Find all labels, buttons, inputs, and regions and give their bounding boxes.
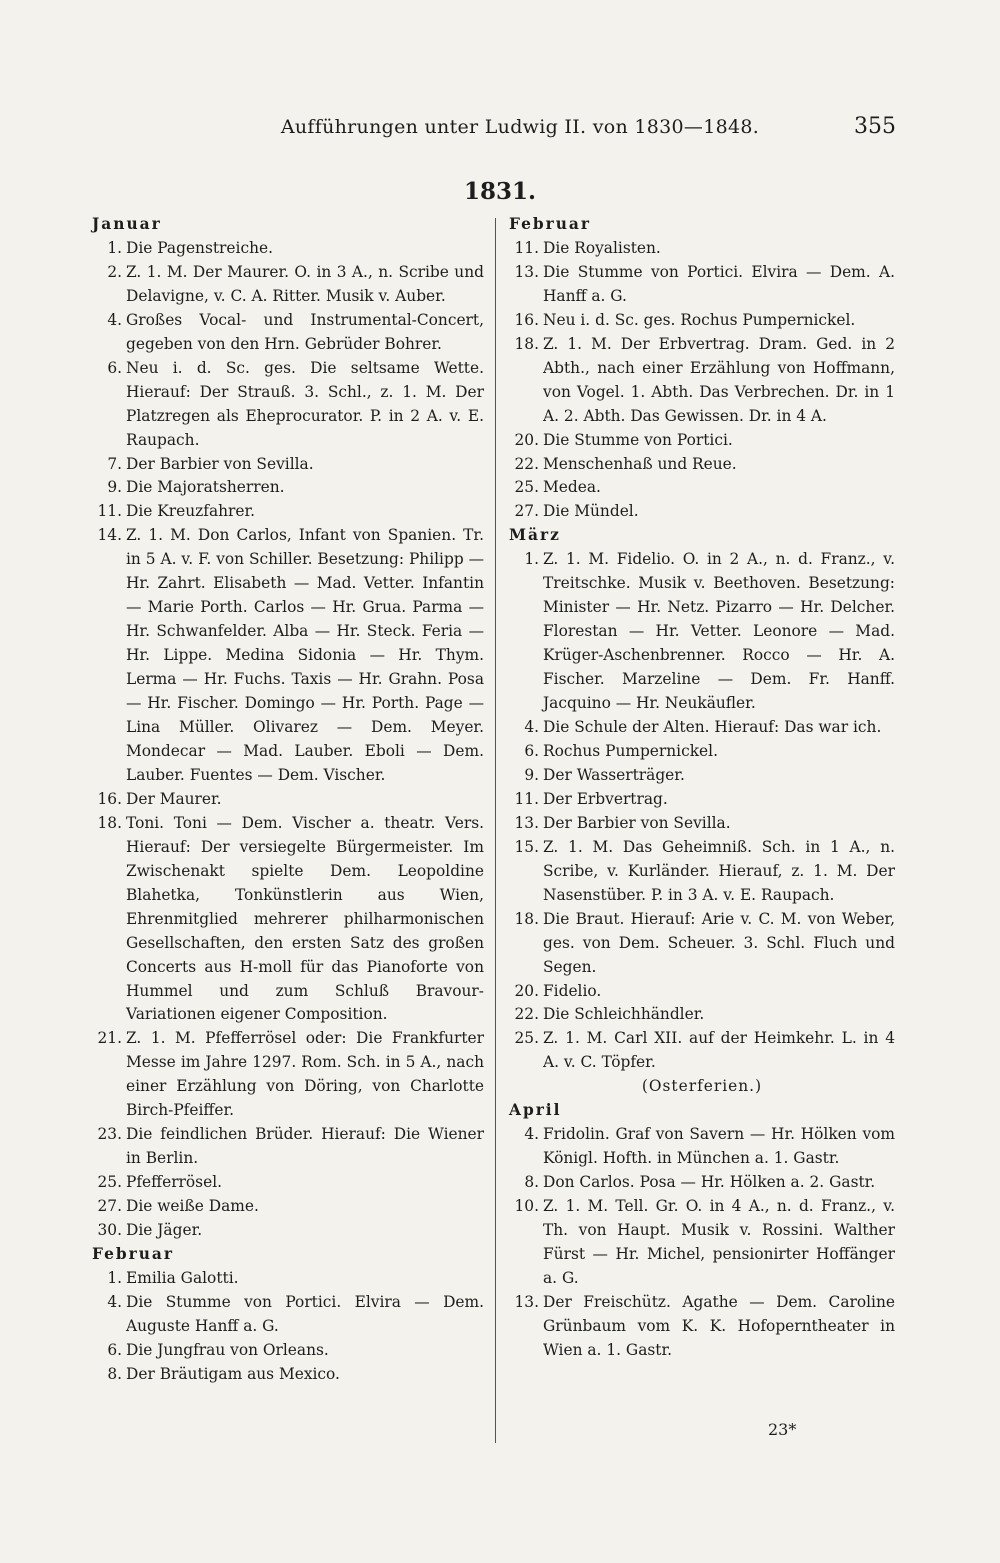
entry-text: Der Freischütz. Agathe — Dem. Caroline Grünbaum vom K. K. Hofoperntheater in Wien a. 1. Gastr. [543,1292,895,1359]
entry-day: 22. [514,454,539,473]
entry-text: Der Barbier von Sevilla. [543,813,731,832]
entry-day: 20. [514,981,539,1000]
entry-text: Der Maurer. [126,789,222,808]
performance-entry [509,836,895,908]
entry-day: 25. [514,1029,539,1048]
entry-day: 14. [97,526,122,545]
entry-day: 8. [524,1173,539,1192]
performance-entry [509,980,895,1004]
performance-entry [92,261,484,309]
performance-entry [92,453,484,477]
entry-text: Der Wasserträger. [543,765,685,784]
entry-day: 27. [514,502,539,521]
entry-text: Die Mündel. [543,502,639,521]
running-title: Aufführungen unter Ludwig II. von 1830—1848. [280,116,760,138]
entry-text: Don Carlos. Posa — Hr. Hölken a. 2. Gastr. [543,1173,876,1192]
entry-text: Fridolin. Graf von Savern — Hr. Hölken vom Königl. Hofth. in München a. 1. Gastr. [543,1125,895,1168]
entry-day: 18. [514,334,539,353]
performance-entry [509,261,895,309]
entry-day: 1. [524,550,539,569]
entry-text: Toni. Toni — Dem. Vischer a. theatr. Vers. Hierauf: Der versiegelte Bürgermeister. Im Zwischenakt spielte Dem. Leopoldine Blahetka, Tonkünstlerin aus Wien, Ehrenmitglied mehrerer philharmonischen Gesellschaften, den ersten Satz des großen Concerts aus H-moll für das Pianoforte von Hummel und zum Schluß Bravour-Variationen eigener Composition. [126,813,484,1024]
performance-entry [92,1291,484,1339]
performance-entry [509,908,895,980]
page-number: 355 [854,114,896,139]
entry-day: 25. [514,478,539,497]
entry-text: Z. 1. M. Der Maurer. O. in 3 A., n. Scribe und Delavigne, v. C. A. Ritter. Musik v. Auber. [126,262,484,305]
performance-entry [509,812,895,836]
entry-text: Großes Vocal- und Instrumental-Concert, gegeben von den Hrn. Gebrüder Bohrer. [126,310,484,353]
performance-entry [509,716,895,740]
signature-mark: 23* [768,1420,797,1439]
performance-entry [509,1003,895,1027]
entry-text: Der Barbier von Sevilla. [126,454,314,473]
entry-day: 1. [107,1268,122,1287]
entry-day: 13. [514,813,539,832]
performance-entry [509,333,895,429]
entry-text: Der Erbvertrag. [543,789,668,808]
performance-entry [92,1339,484,1363]
entry-day: 27. [97,1197,122,1216]
performance-entry [92,788,484,812]
entry-text: Die Braut. Hierauf: Arie v. C. M. von Weber, ges. von Dem. Scheuer. 3. Schl. Fluch und Segen. [543,909,895,976]
performance-entry [92,524,484,787]
year-heading: 1831. [463,178,537,205]
performance-entry [92,1363,484,1387]
entry-text: Z. 1. M. Don Carlos, Infant von Spanien. Tr. in 5 A. v. F. von Schiller. Besetzung: Philipp — Hr. Zahrt. Elisabeth — Mad. Vetter. Infantin — Marie Porth. Carlos — Hr. Grua. Parma — Hr. Schwanfelder. Alba — Hr. Steck. Feria — Hr. Lippe. Medina Sidonia — Hr. Thym. Lerma — Hr. Fuchs. Taxis — Hr. Grahn. Posa — Hr. Fischer. Domingo — Hr. Porth. Page — Lina Müller. Olivarez — Dem. Meyer. Mondecar — Mad. Lauber. Eboli — Dem. Lauber. Fuentes — Dem. Vischer. [126,526,484,784]
month-heading: Januar [92,215,162,233]
month-heading: Februar [92,1244,175,1263]
entry-text: Medea. [543,478,601,497]
entry-day: 4. [524,1125,539,1144]
performance-entry [92,476,484,500]
entry-day: 13. [514,1292,539,1311]
entry-text: Neu i. d. Sc. ges. Die seltsame Wette. Hierauf: Der Strauß. 3. Schl., z. 1. M. Der Platzregen als Eheprocurator. P. in 2 A. v. E. Raupach. [126,358,484,449]
entry-day: 4. [524,718,539,737]
entry-day: 22. [514,1005,539,1024]
column-divider [495,218,496,1443]
entry-text: Rochus Pumpernickel. [543,741,718,760]
entry-day: 6. [524,741,539,760]
entry-text: Z. 1. M. Der Erbvertrag. Dram. Ged. in 2 Abth., nach einer Erzählung von Hoffmann, von Vogel. 1. Abth. Das Verbrechen. Dr. in 1 A. 2. Abth. Das Gewissen. Dr. in 4 A. [543,334,895,425]
month-heading: April [509,1101,562,1120]
performance-entry [92,1171,484,1195]
performance-entry [92,1195,484,1219]
performance-entry [509,309,895,333]
entry-day: 11. [514,238,539,257]
entry-text: Emilia Galotti. [126,1268,239,1287]
entry-day: 11. [514,789,539,808]
entry-text: Die Schule der Alten. Hierauf: Das war ich. [543,718,882,737]
performance-entry [509,1171,895,1195]
performance-entry [92,812,484,1028]
entry-text: Die Kreuzfahrer. [126,502,256,521]
entry-day: 2. [107,262,122,281]
entry-day: 23. [97,1125,122,1144]
entry-text: Die Royalisten. [543,238,661,257]
entry-text: Pfefferrösel. [126,1173,223,1192]
performance-entry [509,453,895,477]
entry-text: Z. 1. M. Das Geheimniß. Sch. in 1 A., n. Scribe, v. Kurländer. Hierauf, z. 1. M. Der Nasenstüber. P. in 3 A. v. E. Raupach. [543,837,895,904]
entry-day: 20. [514,430,539,449]
entry-text: Die Stumme von Portici. [543,430,733,449]
entry-day: 9. [107,478,122,497]
entry-day: 6. [107,358,122,377]
entry-text: Die Jäger. [126,1221,203,1240]
entry-day: 16. [514,310,539,329]
entry-text: Z. 1. M. Fidelio. O. in 2 A., n. d. Franz., v. Treitschke. Musik v. Beethoven. Besetzung: Minister — Hr. Netz. Pizarro — Hr. Delcher. Florestan — Hr. Vetter. Leonore — Mad. Krüger-Aschenbrenner. Rocco — Hr. A. Fischer. Marzeline — Dem. Fr. Hanff. Jacquino — Hr. Neukäufler. [543,550,895,713]
entry-day: 4. [107,310,122,329]
entry-day: 7. [107,454,122,473]
entry-day: 11. [97,502,122,521]
performance-entry [509,476,895,500]
left-column [92,213,484,1387]
entry-text: Z. 1. M. Pfefferrösel oder: Die Frankfurter Messe im Jahre 1297. Rom. Sch. in 5 A., nach einer Erzählung von Döring, von Charlotte Birch-Pfeiffer. [126,1029,484,1120]
performance-entry [92,1027,484,1123]
section-note: (Osterferien.) [641,1077,763,1096]
performance-entry [92,500,484,524]
entry-text: Z. 1. M. Carl XII. auf der Heimkehr. L. in 4 A. v. C. Töpfer. [543,1029,895,1072]
performance-entry [509,237,895,261]
entry-day: 18. [514,909,539,928]
entry-text: Die Stumme von Portici. Elvira — Dem. A. Hanff a. G. [543,262,895,305]
performance-entry [509,429,895,453]
entry-text: Der Bräutigam aus Mexico. [126,1364,340,1383]
performance-entry [92,1267,484,1291]
entry-text: Z. 1. M. Tell. Gr. O. in 4 A., n. d. Franz., v. Th. von Haupt. Musik v. Rossini. Walther Fürst — Hr. Michel, pensionirter Hoffänger a. G. [543,1197,895,1287]
entry-text: Die Jungfrau von Orleans. [126,1340,329,1359]
performance-entry [92,357,484,453]
performance-entry [509,764,895,788]
entry-text: Menschenhaß und Reue. [543,454,737,473]
performance-entry [509,788,895,812]
entry-day: 8. [107,1364,122,1383]
entry-day: 21. [97,1029,122,1048]
entry-text: Die Schleichhändler. [543,1005,705,1024]
entry-text: Die Majoratsherren. [126,478,285,497]
month-heading: März [509,526,561,545]
performance-entry [509,500,895,524]
entry-day: 30. [97,1221,122,1240]
entry-day: 16. [97,789,122,808]
entry-text: Die Pagenstreiche. [126,238,273,257]
performance-entry [509,1027,895,1075]
performance-entry [92,237,484,261]
entry-day: 15. [514,837,539,856]
right-column [509,213,895,1363]
entry-text: Neu i. d. Sc. ges. Rochus Pumpernickel. [543,310,856,329]
performance-entry [509,1195,895,1291]
entry-text: Die weiße Dame. [126,1197,259,1216]
entry-text: Die Stumme von Portici. Elvira — Dem. Auguste Hanff a. G. [126,1292,484,1335]
performance-entry [92,1219,484,1243]
entry-day: 13. [514,262,539,281]
entry-day: 6. [107,1340,122,1359]
entry-text: Die feindlichen Brüder. Hierauf: Die Wiener in Berlin. [126,1125,484,1168]
performance-entry [92,1123,484,1171]
performance-entry [509,1123,895,1171]
entry-day: 10. [514,1197,539,1216]
entry-day: 4. [107,1292,122,1311]
performance-entry [92,309,484,357]
entry-day: 18. [97,813,122,832]
performance-entry [509,1291,895,1363]
entry-day: 25. [97,1173,122,1192]
entry-day: 9. [524,765,539,784]
month-heading: Februar [509,215,592,233]
entry-day: 1. [107,238,122,257]
performance-entry [509,740,895,764]
performance-entry [509,548,895,716]
entry-text: Fidelio. [543,981,602,1000]
